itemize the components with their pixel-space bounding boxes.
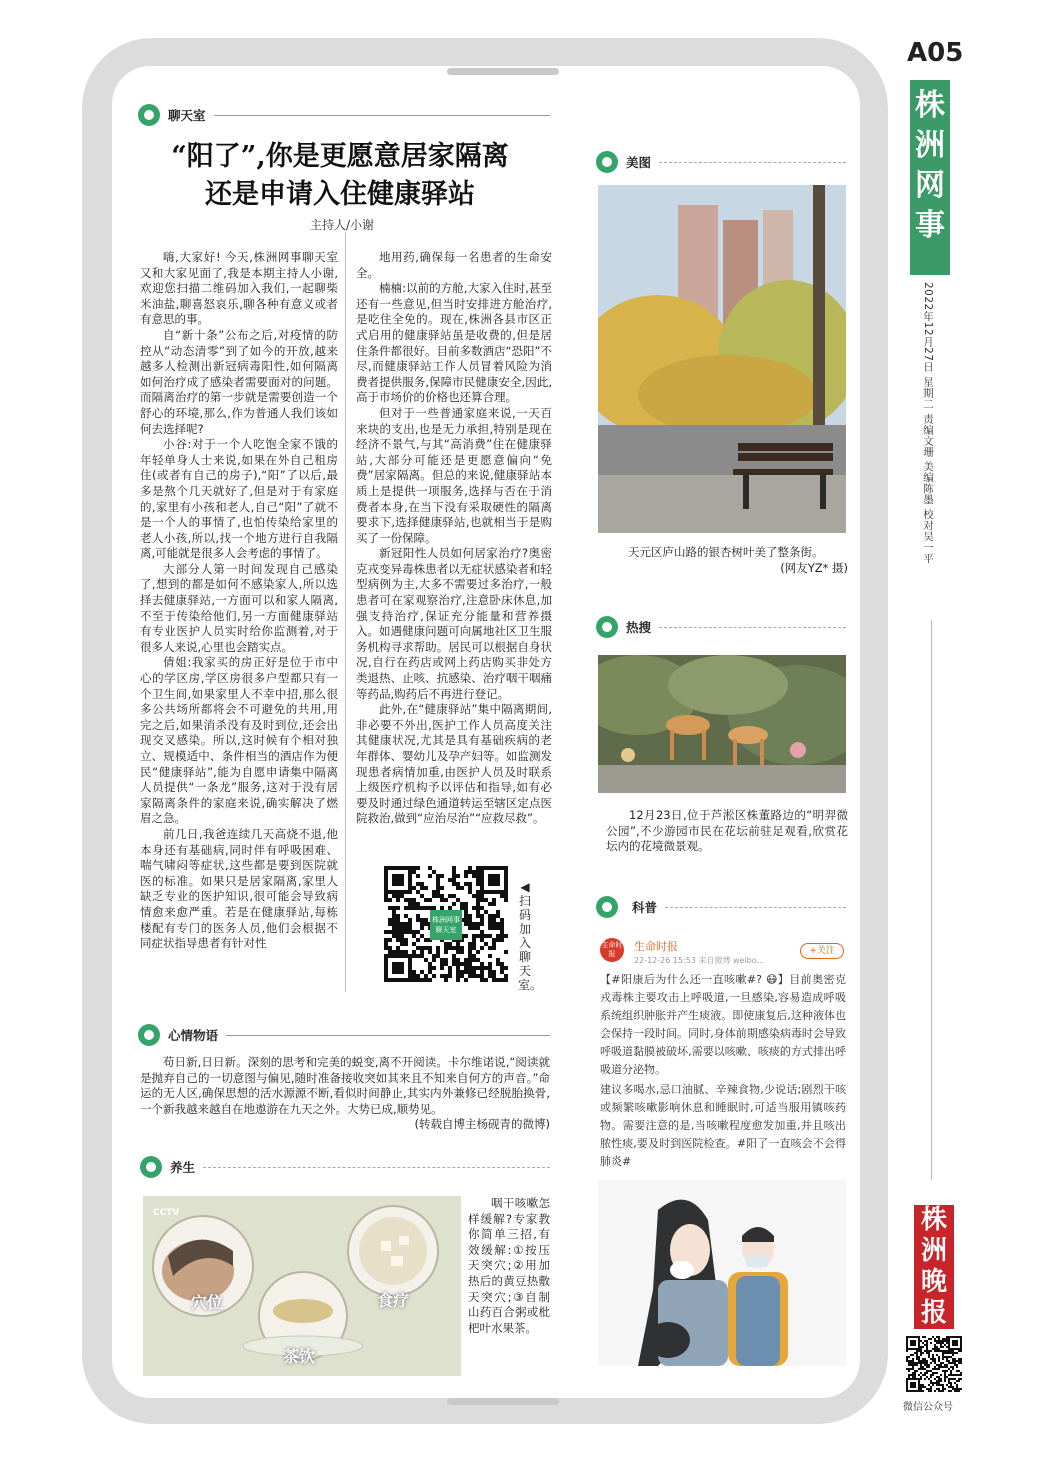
section-divider	[665, 907, 846, 908]
mood-text	[140, 1055, 550, 1133]
qr-scan-caption: ◀扫码加入聊天室。	[518, 880, 543, 992]
qr-code-graphic	[906, 1336, 962, 1392]
park-illustration	[598, 655, 846, 793]
article-paragraph: 前几日,我爸连续几天高烧不退,他本身还有基础病,同时伴有呼吸困难、喘气啸闷等症状,这些都是要到医院就医的标准。如果只是居家隔离,家里人缺乏专业的医护知识,很可能会导致病情愈来愈严重。若是在健康驿站,每栋楼配有专门的医务人员,他们会根据不同症状指导患者有针对性	[140, 826, 338, 951]
weibo-account-name[interactable]: 生命时报	[634, 940, 678, 953]
weibo-post-text-2: 建议多喝水,忌口油腻、辛辣食物,少说话;剧烈干咳或频繁咳嗽影响休息和睡眠时,可适当服用镇咳药物。需要注意的是,当咳嗽程度愈发加重,并且咳出脓性痰,要及时到医院检查。#阳了一直咳会不会得肺炎#	[600, 1083, 846, 1168]
health-paragraph: 咽干咳嗽怎样缓解?专家教你简单三招,有效缓解:①按压天突穴;②用加热后的黄豆热敷天突穴;③自制山药百合粥或枇杷叶水果茶。	[468, 1196, 550, 1335]
article-paragraph: 但对于一些普通家庭来说,一天百来块的支出,也是无力承担,特别是现在经济不景气,与其“高消费”住在健康驿站,大部分可能还是更愿意偏向“免费”居家隔离。但总的来说,健康驿站本质上是提供一项服务,选择与否在于消费者本身,在当下没有采取硬性的隔离要求下,选择健康驿站,也就相当于是购买了一份保障。	[356, 405, 552, 545]
label-diet: 食疗	[377, 1291, 410, 1310]
wechat-label: 微信公众号	[903, 1402, 953, 1413]
health-tips-image	[143, 1196, 461, 1376]
section-label: 心情物语	[168, 1028, 219, 1043]
article-paragraph: 新冠阳性人员如何居家治疗?奥密克戎变异毒株患者以无症状感染者和轻型病例为主,大多不需要过多治疗,一般患者可在家观察治疗,注意卧床休息,加强支持治疗,保证充分能量和营养摄入。如遇健康问题可向属地社区卫生服务机构寻求帮助。居民可以根据自身状况,自行在药店或网上药店购买非处方类退热、止咳、抗感染、治疗咽干咽痛等药品,购药后不再进行登记。	[356, 546, 552, 701]
weibo-meta: 22-12-26 15:53 来自微博 weibo...	[634, 956, 765, 965]
headline-line-1: “阳了”,你是更愿意居家隔离	[171, 141, 509, 172]
chatroom-qr-code[interactable]	[384, 866, 508, 984]
photo-credit: (网友YZ* 摄)	[780, 560, 848, 575]
section-header-mood	[138, 1023, 550, 1047]
photo-caption-text: 天元区庐山路的银杏树叶美了整条街。	[628, 545, 824, 559]
section-label: 热搜	[626, 620, 652, 635]
section-header-health	[140, 1155, 550, 1179]
park-deer-photo	[598, 655, 846, 793]
label-acupoint: 穴位	[191, 1293, 224, 1312]
article-host: 主持人/小谢	[310, 218, 375, 232]
column-divider	[345, 232, 346, 992]
section-divider	[659, 627, 846, 628]
qr-badge: 株洲网事 聊天室	[430, 910, 462, 940]
section-divider	[214, 115, 550, 116]
section-header-hot	[596, 615, 846, 639]
tv-watermark: CCTV	[153, 1208, 180, 1218]
article-column-left	[140, 250, 338, 952]
street-illustration	[598, 185, 846, 533]
strip-divider	[931, 620, 932, 1180]
section-dot-icon	[138, 104, 160, 126]
article-paragraph: 地用药,确保每一名患者的生命安全。	[356, 250, 552, 280]
section-dot-icon	[596, 616, 618, 638]
article-paragraph: 大部分人第一时间发现自己感染了,想到的都是如何不感染家人,所以选择去健康驿站,一方面可以和家人隔离,不至于传染给他们,另一方面健康驿站有专业医护人员实时给你监测着,对于很多人来说,心里也会踏实点。	[140, 561, 338, 654]
health-text	[468, 1196, 550, 1336]
hot-caption: 12月23日,位于芦淞区株董路边的“明羿微公园”,不少游园市民在花坛前驻足观看,欣赏花坛内的花境微景观。	[606, 808, 848, 854]
label-tea: 茶饮	[283, 1347, 316, 1366]
dateline: 2022年12月27日 星期二 责编文珊 美编陈墨 校对吴一平	[922, 282, 934, 564]
section-divider	[659, 162, 846, 163]
section-header-science	[596, 895, 846, 919]
page-number: A05	[907, 38, 964, 68]
weibo-follow-button[interactable]: +关注	[800, 943, 844, 959]
section-dot-icon	[140, 1156, 162, 1178]
mood-paragraph: 苟日新,日日新。深刻的思考和完美的蜕变,离不开阅读。卡尔维诺说,“阅读就是抛弃自己的一切意图与偏见,随时准备接收突如其来且不知来自何方的声音。”命运的无人区,确保思想的活水源源不断,看似时间静止,其实内外兼修已经脱胎换骨,一个新我越来越自在地遨游在九天之外。大势已成,顺势见。	[140, 1055, 550, 1116]
section-divider	[203, 1167, 550, 1168]
section-label: 美图	[626, 155, 652, 170]
cough-illustration	[598, 1180, 846, 1366]
phone-home-bar	[447, 1398, 559, 1405]
section-banner-text: 株洲网事	[915, 88, 945, 243]
section-label: 聊天室	[168, 108, 206, 123]
section-header-photo	[596, 150, 846, 174]
section-header-chat	[138, 103, 550, 127]
phone-notch	[447, 68, 559, 75]
section-dot-icon	[596, 151, 618, 173]
headline-line-2: 还是申请入住健康驿站	[205, 179, 475, 210]
section-dot-icon	[596, 896, 618, 918]
article-column-right	[356, 250, 552, 827]
cough-people-drawing	[598, 1180, 846, 1366]
article-paragraph: 自“新十条”公布之后,对疫情的防控从“动态清零”到了如今的开放,越来越多人检测出新冠病毒阳性,如何隔离如何治疗成了感染者需要面对的问题。而隔离治疗的第一步就是需要创造一个舒心的环境,那么,作为普通人我们该如何去选择呢?	[140, 327, 338, 436]
weibo-post-text-1: 【#阳康后为什么还一直咳嗽#? 😷】目前奥密克戎毒株主要攻击上呼吸道,一旦感染,容易造成呼吸系统组织肿胀并产生痰液。即使康复后,这种液体也会保持一段时间。同时,身体前期感染病毒时会导致呼吸道黏膜被破坏,需要以咳嗽、咳痰的方式排出呼吸道分泌物。	[600, 973, 846, 1076]
newspaper-seal-text: 株洲晚报	[920, 1205, 947, 1328]
weibo-post-card	[598, 935, 846, 1175]
section-dot-icon	[138, 1024, 160, 1046]
section-divider	[226, 1035, 550, 1036]
weibo-avatar[interactable]: 生命时报	[600, 938, 624, 962]
section-label: 科普	[632, 900, 658, 915]
article-headline	[130, 138, 550, 214]
section-label: 养生	[170, 1160, 196, 1175]
article-paragraph: 楠楠:以前的方舱,大家入住时,甚至还有一些意见,但当时安排进方舱治疗,是吃住全免的。现在,株洲各县市区正式启用的健康驿站虽是收费的,但是居住条件都很好。目前多数酒店“恐阳”不尽,而健康驿站工作人员冒着风险为消费者提供服务,保障市民健康安全,因此,高于市场价的价格也还算合理。	[356, 281, 552, 405]
article-paragraph: 小谷:对于一个人吃饱全家不饿的年轻单身人士来说,如果在外自己租房住(或者有自己的房子),“阳”了以后,最多是熬个几天就好了,但是对于有家庭的,家里有小孩和老人,自己“阳”了就不是一个人的事情了,也怕传染给家里的老人小孩,所以,找一个地方进行自我隔离,可能就是很多人会考虑的事情了。	[140, 437, 338, 561]
article-paragraph: 嗨,大家好! 今天,株洲网事聊天室又和大家见面了,我是本期主持人小谢,欢迎您扫描二维码加入我们,一起聊柴米油盐,聊喜怒哀乐,聊各种有意义或者有意思的事。	[140, 250, 338, 327]
ginkgo-street-photo	[598, 185, 846, 533]
wechat-qr-code[interactable]	[906, 1336, 962, 1392]
article-paragraph: 倩姐:我家买的房正好是位于市中心的学区房,学区房很多户型都只有一个卫生间,如果家里人不幸中招,那么很多公共场所都将会不可避免的共用,用完之后,如果消杀没有及时到位,还会出现交叉感染。所以,这时候有个相对独立、规模适中、条件相当的酒店作为便民“健康驿站”,能为自愿申请集中隔离人员提供“一条龙”服务,这对于没有居家隔离条件的家庭来说,确实解决了燃眉之急。	[140, 655, 338, 826]
article-paragraph: 此外,在“健康驿站”集中隔离期间,非必要不外出,医护工作人员高度关注其健康状况,尤其是具有基础疾病的老年群体、婴幼儿及孕产妇等。如监测发现患者病情加重,由医护人员及时联系上级医疗机构予以评估和指导,如有必要及时通过绿色通道转运至辖区定点医院救治,做到“应治尽治”“应救尽救”。	[356, 702, 552, 826]
photo-caption	[628, 545, 848, 576]
mood-source: (转载自博主杨砚青的微博)	[414, 1117, 550, 1132]
